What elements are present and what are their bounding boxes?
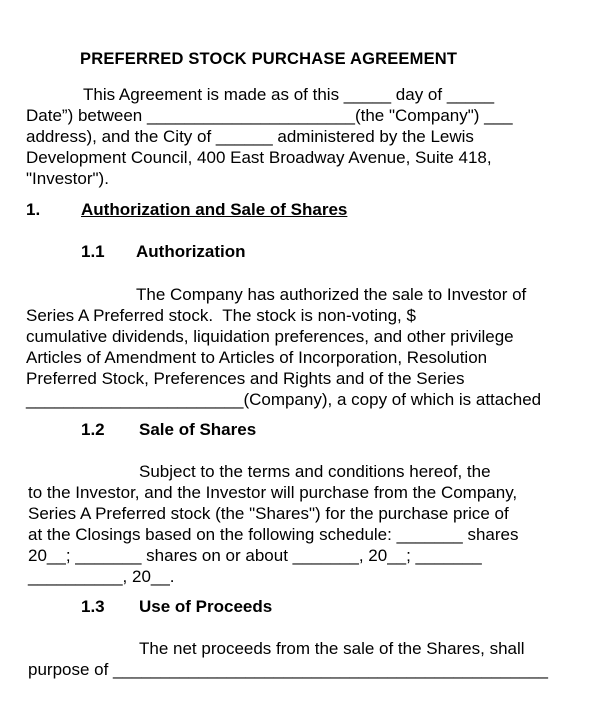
authorization-line-1: The Company has authorized the sale to Investor of <box>136 285 527 304</box>
authorization-line-6: _______________________(Company), a copy of which is attached <box>26 390 542 409</box>
section-1-number: 1. <box>26 200 41 219</box>
sale-line-1: Subject to the terms and conditions hereof, the <box>139 462 491 481</box>
subsection-1-2-number: 1.2 <box>81 420 105 439</box>
proceeds-line-1: The net proceeds from the sale of the Shares, shall <box>139 639 525 658</box>
subsection-1-1-heading: Authorization <box>136 242 246 261</box>
intro-line-4: Development Council, 400 East Broadway Avenue, Suite 418, <box>26 148 492 167</box>
document-title: PREFERRED STOCK PURCHASE AGREEMENT <box>80 50 458 68</box>
section-1-heading: Authorization and Sale of Shares <box>81 200 348 219</box>
sale-line-5: 20__; _______ shares on or about _______, 20__; _______ <box>28 546 482 565</box>
sale-line-3: Series A Preferred stock (the "Shares") for the purchase price of <box>28 504 509 523</box>
subsection-1-2-heading: Sale of Shares <box>139 420 257 439</box>
authorization-line-4: Articles of Amendment to Articles of Incorporation, Resolution <box>26 348 488 367</box>
sale-line-2: to the Investor, and the Investor will purchase from the Company, <box>28 483 518 502</box>
intro-line-2: Date”) between ______________________(the "Company") ___ <box>26 106 513 125</box>
proceeds-line-2: purpose of ______________________________________________ <box>28 660 548 679</box>
sale-line-4: at the Closings based on the following schedule: _______ shares <box>28 525 519 544</box>
intro-line-1: This Agreement is made as of this _____ day of _____ <box>83 85 495 104</box>
intro-line-3: address), and the City of ______ administered by the Lewis <box>26 127 474 146</box>
subsection-1-1-number: 1.1 <box>81 242 105 261</box>
authorization-line-2: Series A Preferred stock. The stock is non-voting, $ <box>26 306 416 325</box>
intro-line-5: "Investor"). <box>26 169 109 188</box>
sale-line-6: __________, 20__. <box>28 567 175 586</box>
authorization-line-5: Preferred Stock, Preferences and Rights and of the Series <box>26 369 465 388</box>
subsection-1-3-heading: Use of Proceeds <box>139 597 273 616</box>
subsection-1-3-number: 1.3 <box>81 597 105 616</box>
authorization-line-3: cumulative dividends, liquidation preferences, and other privilege <box>26 327 514 346</box>
